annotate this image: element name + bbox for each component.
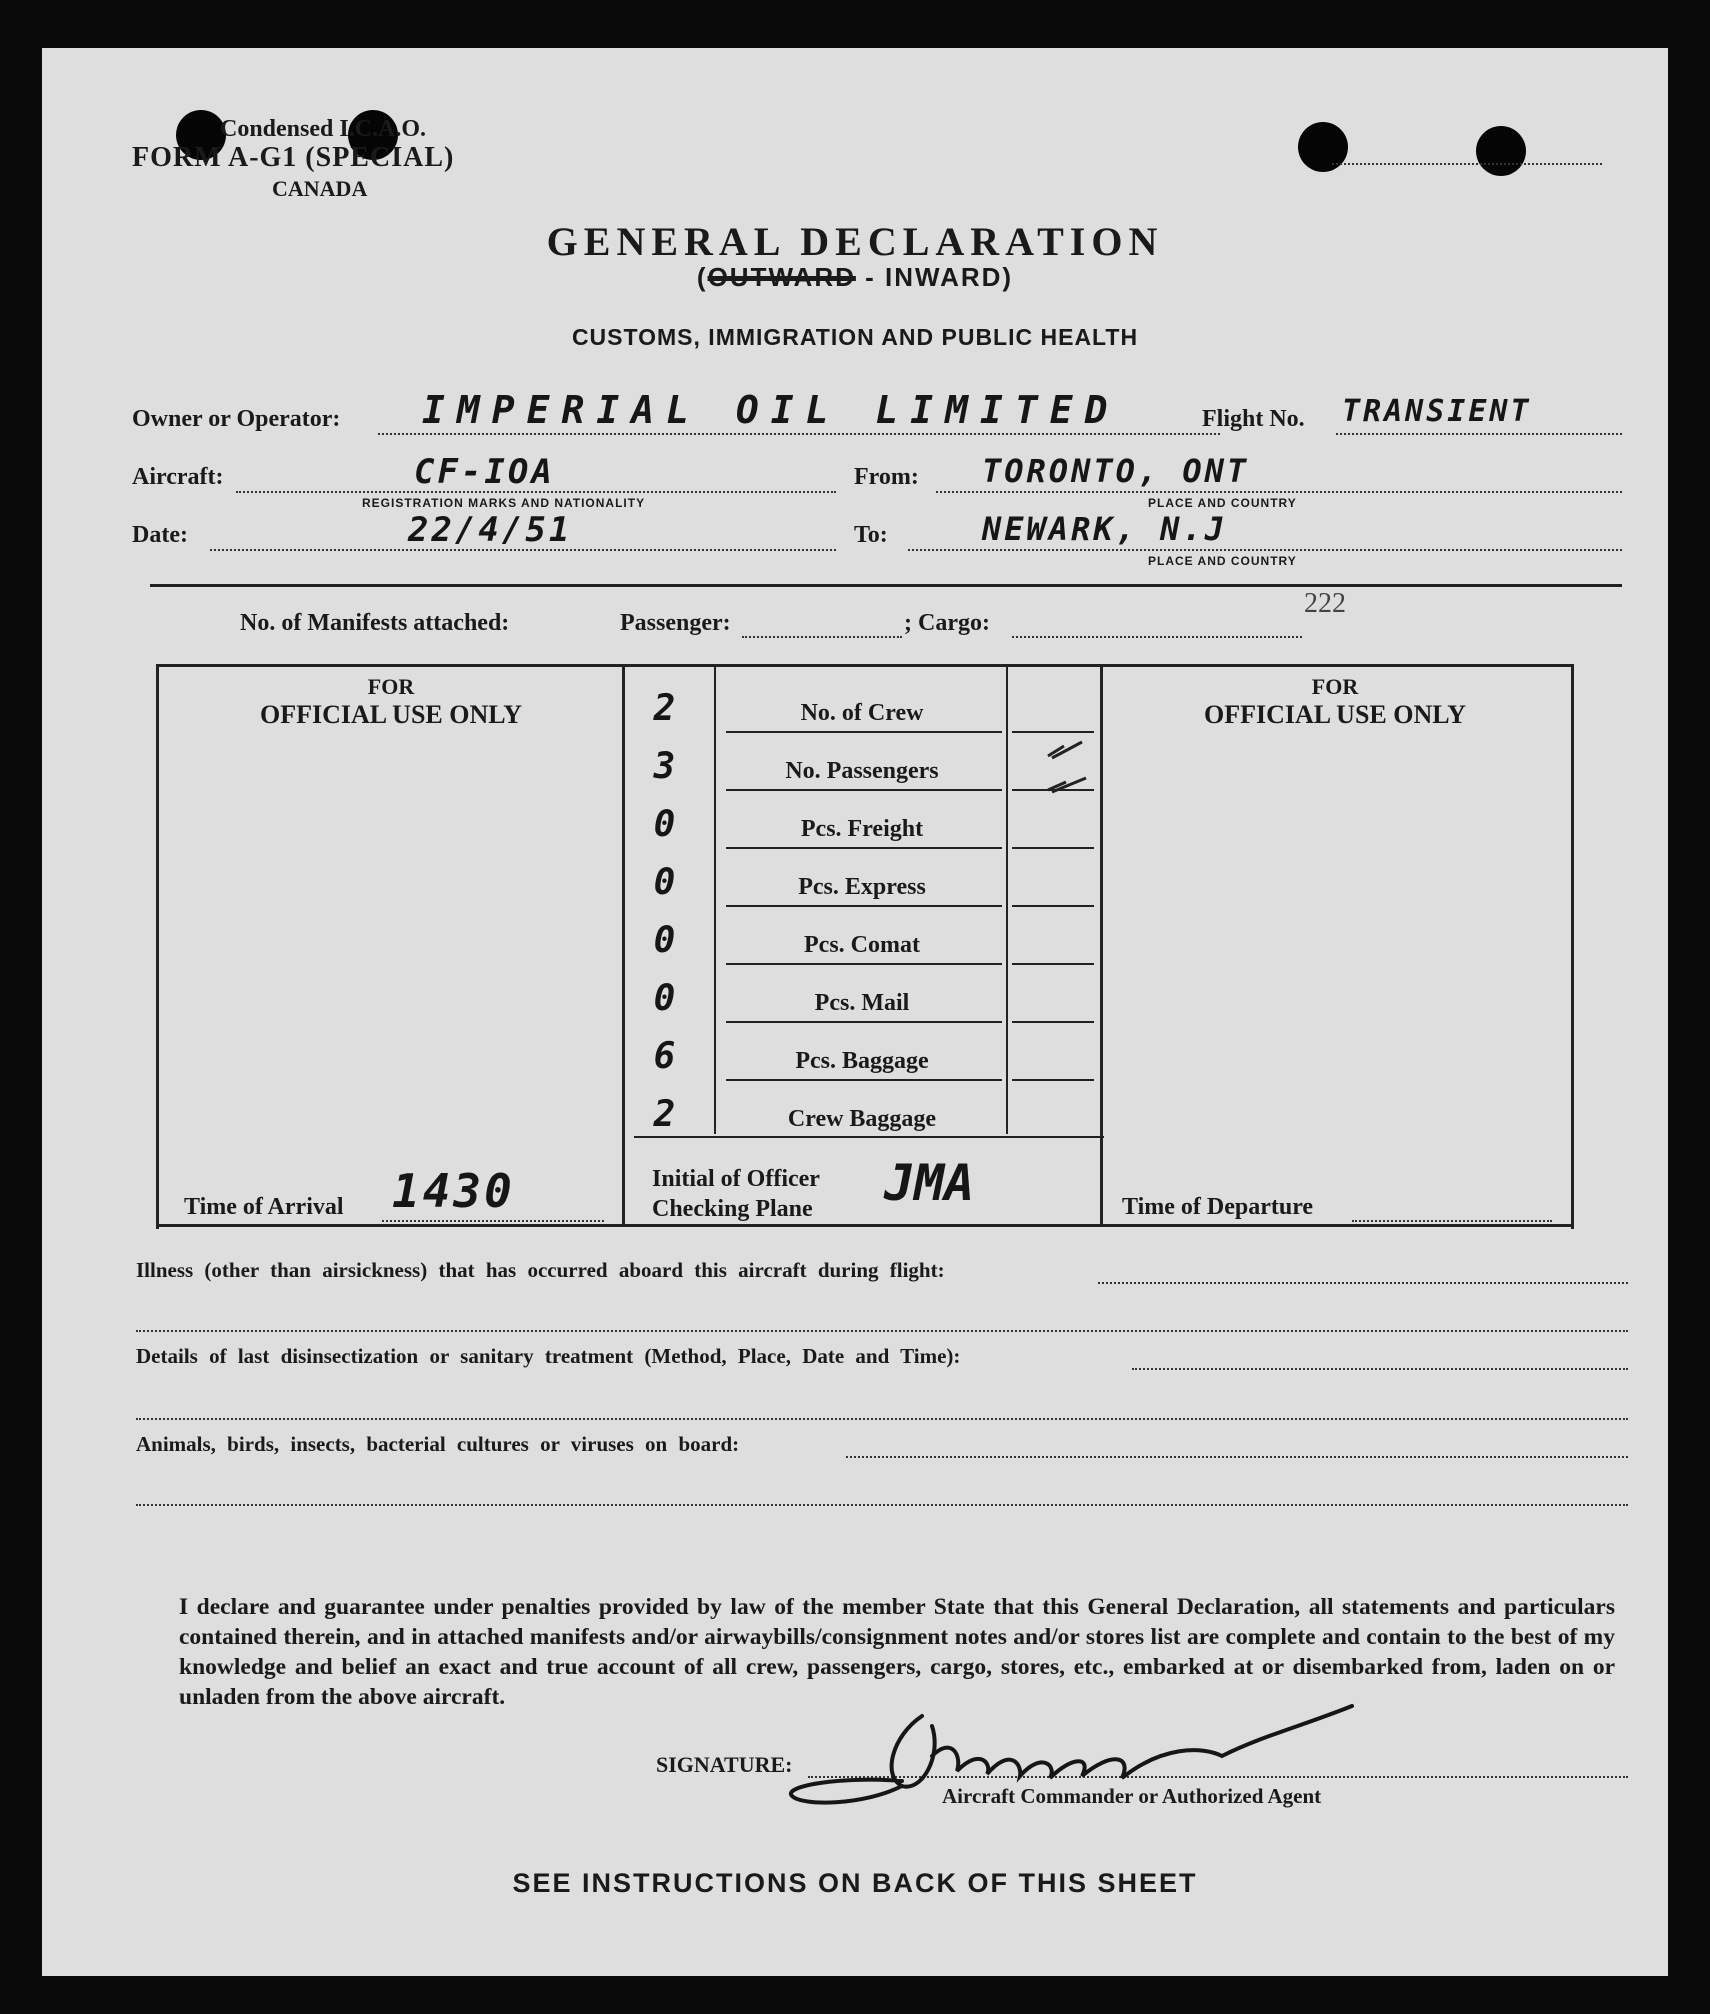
table-divider <box>714 664 716 1134</box>
cargo-manifest-line <box>1012 636 1302 638</box>
check-mark <box>1042 734 1112 804</box>
from-caption: PLACE AND COUNTRY <box>1148 496 1297 510</box>
disinsectization-line-2 <box>136 1418 1628 1420</box>
passengers-count: 3 <box>653 746 679 787</box>
baggage-count: 6 <box>653 1036 679 1077</box>
disinsectization-line <box>1132 1368 1628 1370</box>
manifests-label: No. of Manifests attached: <box>240 610 510 636</box>
crew-baggage-label: Crew Baggage <box>787 1106 937 1132</box>
baggage-label: Pcs. Baggage <box>795 1048 929 1074</box>
aircraft-value: CF-IOA <box>414 452 555 492</box>
officer-initials: JMA <box>884 1154 975 1212</box>
time-arrival-value: 1430 <box>392 1164 515 1218</box>
punch-hole <box>1476 126 1526 176</box>
row-rule <box>1012 963 1094 965</box>
manifest-note: 222 <box>1304 588 1346 619</box>
row-rule <box>726 963 1002 965</box>
freight-count: 0 <box>653 804 679 845</box>
time-arrival-line <box>382 1220 604 1222</box>
right-for-label: FOR <box>1311 674 1359 699</box>
flight-line <box>1336 433 1622 435</box>
right-official-label: OFFICIAL USE ONLY <box>1204 700 1466 729</box>
document-title: GENERAL DECLARATION <box>546 219 1164 264</box>
row-rule <box>726 905 1002 907</box>
signature-caption: Aircraft Commander or Authorized Agent <box>942 1784 1322 1808</box>
section-rule <box>150 584 1622 587</box>
row-rule <box>726 789 1002 791</box>
owner-value: IMPERIAL OIL LIMITED <box>422 388 1120 432</box>
row-rule <box>726 847 1002 849</box>
to-line <box>908 549 1622 551</box>
mail-count: 0 <box>653 978 679 1019</box>
date-value: 22/4/51 <box>408 510 573 550</box>
animals-line <box>846 1456 1628 1458</box>
row-rule <box>1012 731 1094 733</box>
freight-label: Pcs. Freight <box>800 816 924 842</box>
comat-label: Pcs. Comat <box>804 932 920 958</box>
crew-label: No. of Crew <box>800 700 924 726</box>
form-sheet <box>42 48 1668 1976</box>
row-rule <box>634 1136 1104 1138</box>
table-divider <box>1006 664 1008 1134</box>
form-number: FORM A-G1 (SPECIAL) <box>132 142 455 173</box>
owner-label: Owner or Operator: <box>132 406 341 432</box>
declaration-text: I declare and guarantee under penalties provided by law of the member State that this General Declaration, all statements and particulars contained therein, and in attached manifests and/or airwaybills/consignment notes and/or stores list are complete and contain to the best of my knowledge and belief an exact and true account of all crew, passengers, cargo, stores, etc., embarked at or disembarked from, laden on or unladen from the above aircraft. <box>179 1594 1615 1710</box>
flight-label: Flight No. <box>1202 406 1305 432</box>
row-rule <box>1012 905 1094 907</box>
passengers-label: No. Passengers <box>785 758 939 784</box>
row-rule <box>726 731 1002 733</box>
comat-count: 0 <box>653 920 679 961</box>
from-value: TORONTO, ONT <box>982 452 1250 490</box>
owner-line <box>378 433 1220 435</box>
signature-label: SIGNATURE: <box>656 1752 793 1777</box>
cargo-manifest-label: ; Cargo: <box>904 610 990 636</box>
time-departure-line <box>1352 1220 1552 1222</box>
left-for-label: FOR <box>367 674 415 699</box>
illness-label: Illness (other than airsickness) that has occurred aboard this aircraft during flight: <box>136 1258 945 1282</box>
crew-count: 2 <box>653 688 679 729</box>
form-country: CANADA <box>272 176 368 201</box>
crew-baggage-count: 2 <box>653 1094 679 1135</box>
illness-line-2 <box>136 1330 1628 1332</box>
express-label: Pcs. Express <box>798 874 926 900</box>
illness-line <box>1098 1282 1628 1284</box>
to-caption: PLACE AND COUNTRY <box>1148 554 1297 568</box>
from-label: From: <box>854 464 919 490</box>
to-label: To: <box>854 522 888 548</box>
checking-plane-label: Checking Plane <box>652 1196 813 1222</box>
document-subtitle: (OUTWARD - INWARD) <box>696 262 1014 292</box>
animals-label: Animals, birds, insects, bacterial cultures or viruses on board: <box>136 1432 740 1456</box>
from-line <box>936 491 1622 493</box>
row-rule <box>726 1021 1002 1023</box>
time-departure-label: Time of Departure <box>1122 1194 1314 1220</box>
form-origin: Condensed I.C.A.O. <box>220 116 427 142</box>
disinsectization-label: Details of last disinsectization or sanitary treatment (Method, Place, Date and Time): <box>136 1344 961 1368</box>
row-rule <box>1012 1021 1094 1023</box>
aircraft-caption: REGISTRATION MARKS AND NATIONALITY <box>362 496 646 510</box>
express-count: 0 <box>653 862 679 903</box>
passenger-manifest-label: Passenger: <box>620 610 731 636</box>
document-agencies: CUSTOMS, IMMIGRATION AND PUBLIC HEALTH <box>571 324 1139 350</box>
mail-label: Pcs. Mail <box>814 990 910 1016</box>
table-divider <box>622 664 625 1226</box>
aircraft-label: Aircraft: <box>132 464 224 490</box>
row-rule <box>1012 1079 1094 1081</box>
table-bottom <box>156 1224 1572 1227</box>
date-label: Date: <box>132 522 188 548</box>
flight-value: TRANSIENT <box>1342 394 1532 429</box>
time-arrival-label: Time of Arrival <box>184 1194 344 1220</box>
to-value: NEWARK, N.J <box>982 510 1227 548</box>
initial-officer-label: Initial of Officer <box>652 1166 820 1192</box>
passenger-manifest-line <box>742 636 902 638</box>
struck-outward: OUTWARD <box>707 262 856 292</box>
animals-line-2 <box>136 1504 1628 1506</box>
row-rule <box>726 1079 1002 1081</box>
instructions-footer: SEE INSTRUCTIONS ON BACK OF THIS SHEET <box>512 1868 1198 1898</box>
left-official-label: OFFICIAL USE ONLY <box>260 700 522 729</box>
row-rule <box>1012 847 1094 849</box>
top-right-line <box>1332 163 1602 165</box>
